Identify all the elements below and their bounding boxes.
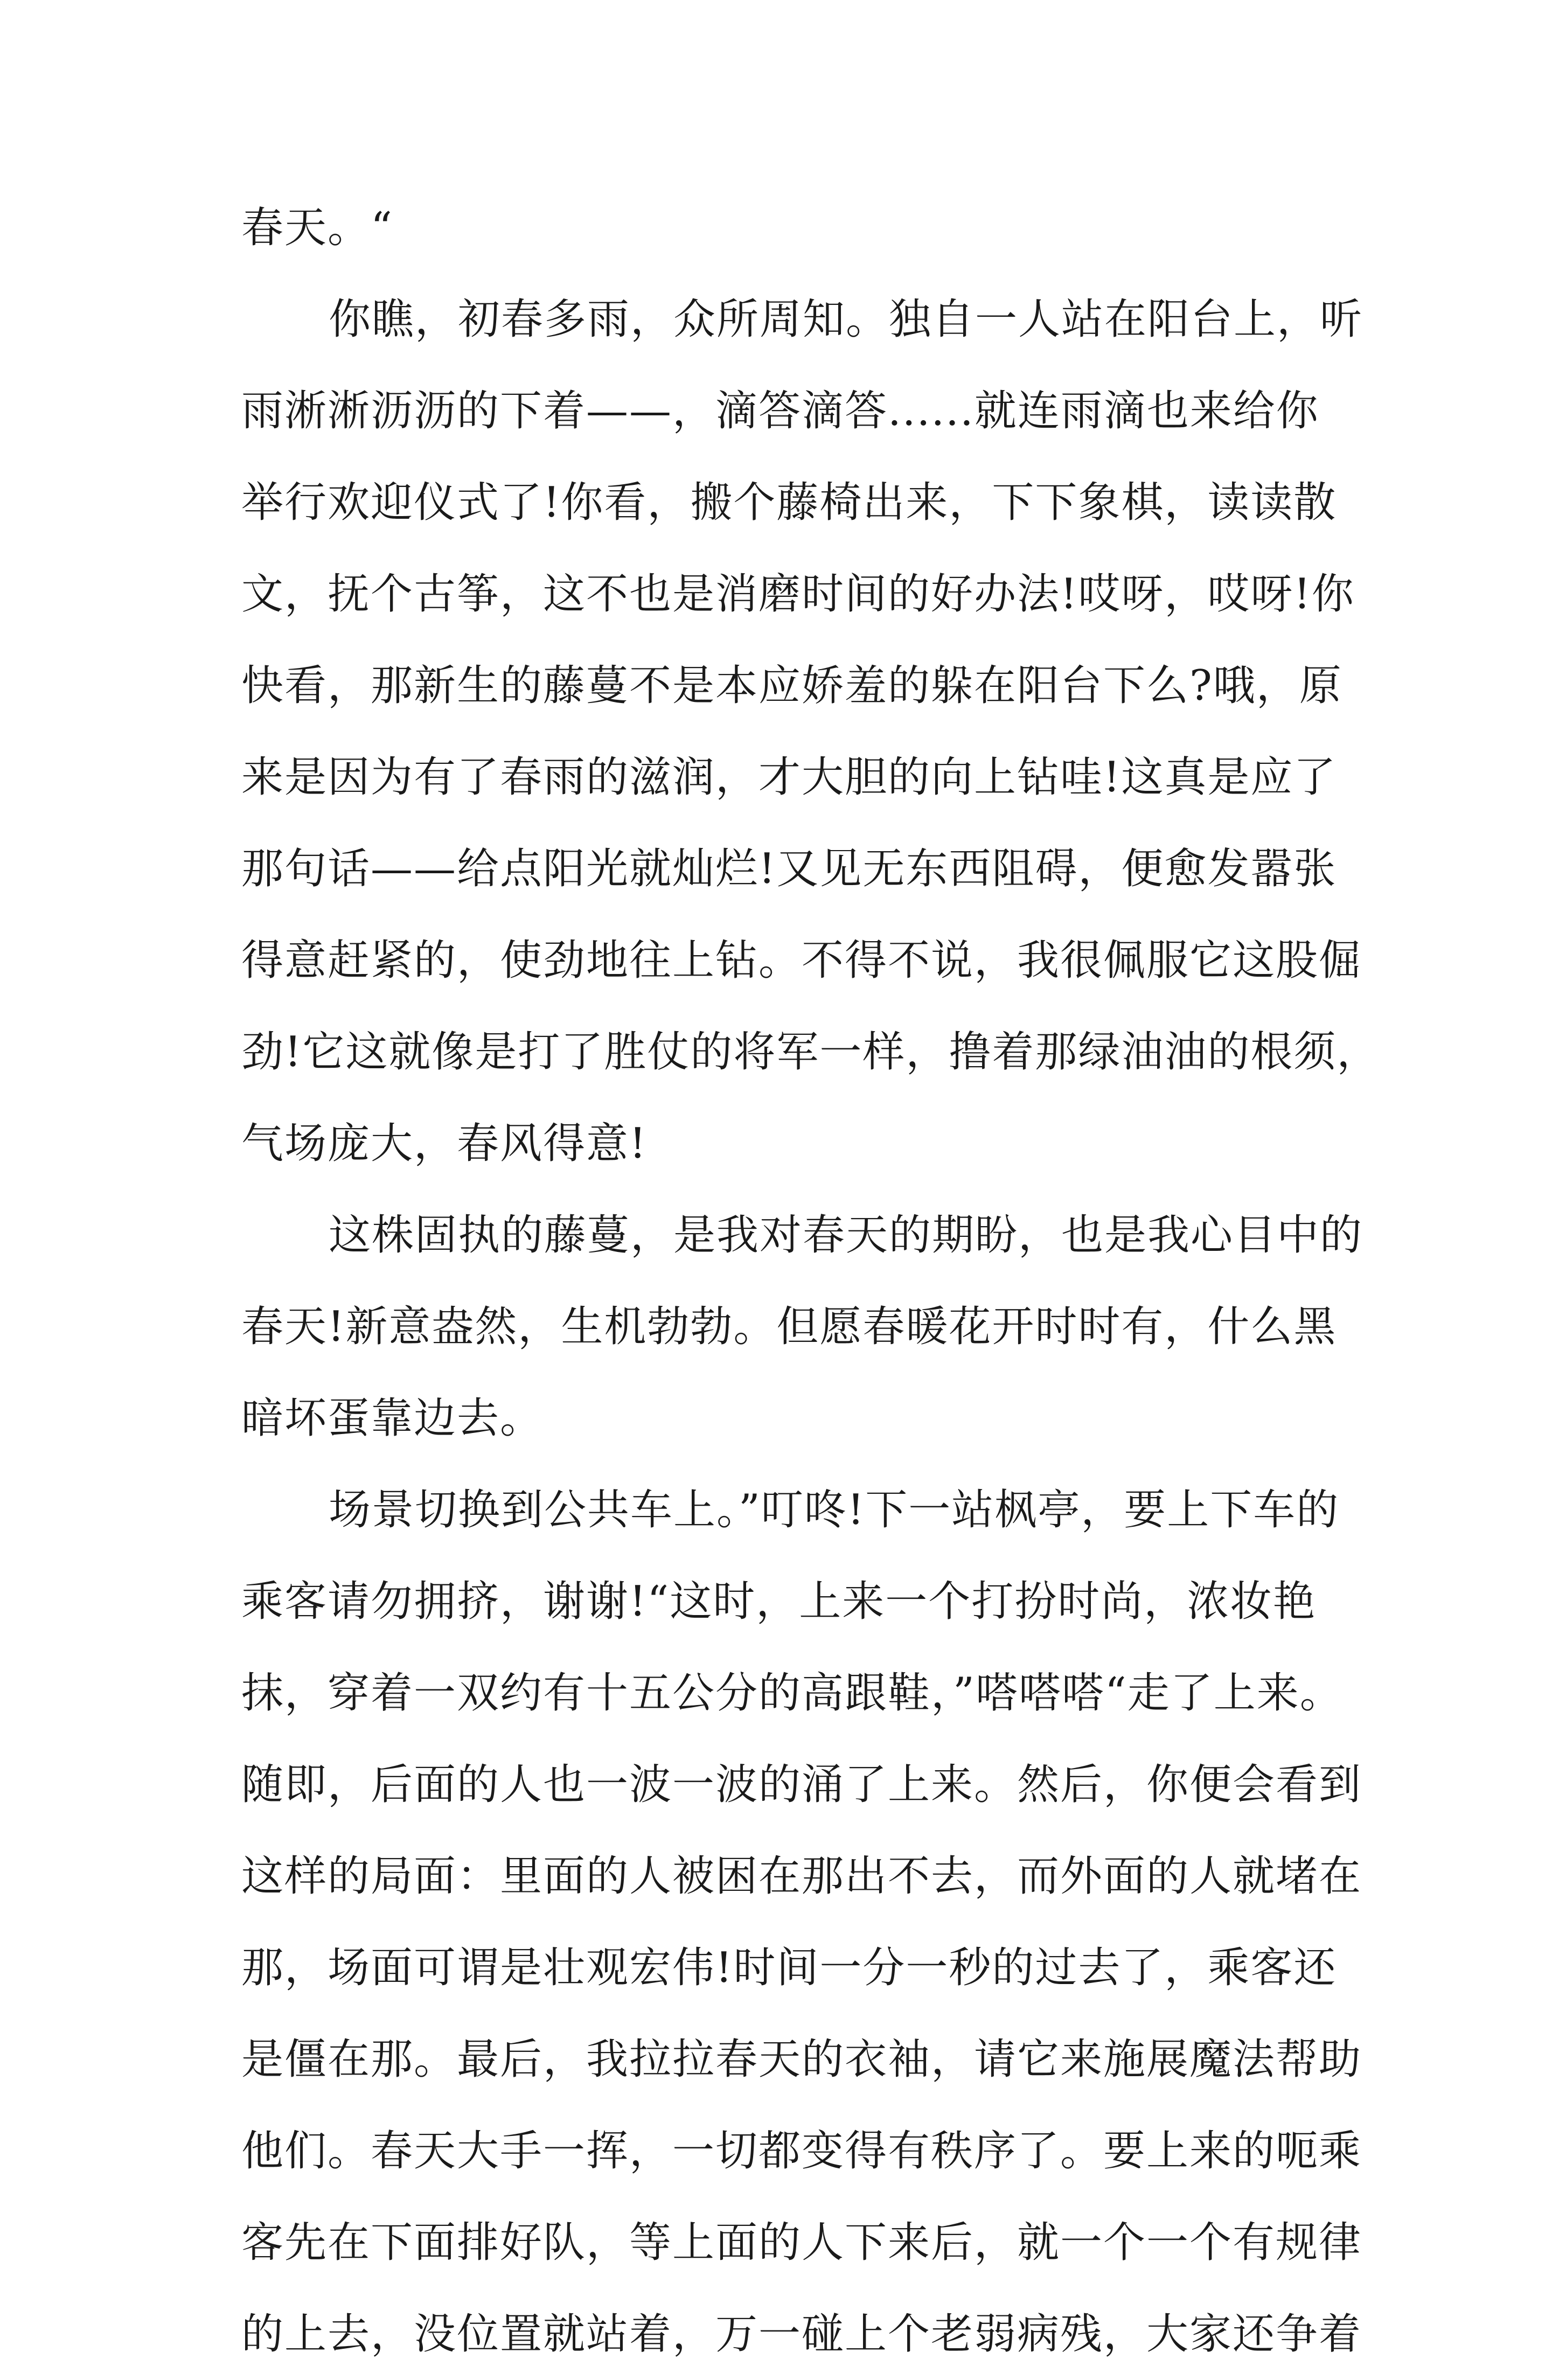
paragraph-start-line: 这株固执的藤蔓，是我对春天的期盼，也是我心目中的 — [329, 1211, 1363, 1259]
text-line: 客先在下面排好队，等上面的人下来后，就一个一个有规律 — [241, 2218, 1362, 2267]
text-line: 那句话——给点阳光就灿烂!又见无东西阻碍，便愈发嚣张 — [241, 845, 1337, 893]
text-line: 暗坏蛋靠边去。 — [241, 1394, 544, 1443]
text-line: 快看，那新生的藤蔓不是本应娇羞的躲在阳台下么?哦，原 — [241, 662, 1342, 710]
text-line: 是僵在那。最后，我拉拉春天的衣袖，请它来施展魔法帮助 — [241, 2035, 1362, 2084]
text-line: 来是因为有了春雨的滋润，才大胆的向上钻哇!这真是应了 — [241, 753, 1337, 802]
text-line: 这样的局面：里面的人被困在那出不去，而外面的人就堵在 — [241, 1852, 1362, 1901]
text-line: 春天。“ — [241, 204, 393, 252]
text-line: 的上去，没位置就站着，万一碰上个老弱病残，大家还争着 — [241, 2310, 1362, 2358]
text-line: 那，场面可谓是壮观宏伟!时间一分一秒的过去了，乘客还 — [241, 1944, 1337, 1992]
text-line: 举行欢迎仪式了!你看，搬个藤椅出来，下下象棋，读读散 — [241, 478, 1337, 527]
text-line: 雨淅淅沥沥的下着——，滴答滴答......就连雨滴也来给你 — [241, 387, 1319, 435]
text-line: 春天!新意盎然，生机勃勃。但愿春暖花开时时有，什么黑 — [241, 1303, 1337, 1351]
text-line: 文，抚个古筝，这不也是消磨时间的好办法!哎呀，哎呀!你 — [241, 570, 1355, 618]
article-body — [241, 182, 1380, 2380]
text-line: 乘客请勿拥挤，谢谢!“这时，上来一个打扮时尚，浓妆艳 — [241, 1577, 1317, 1626]
paragraph-start-line: 场景切换到公共车上。”叮咚!下一站枫亭，要上下车的 — [329, 1486, 1340, 1534]
text-line: 随即，后面的人也一波一波的涌了上来。然后，你便会看到 — [241, 1760, 1362, 1809]
text-line: 得意赶紧的，使劲地往上钻。不得不说，我很佩服它这股倔 — [241, 936, 1362, 985]
text-line: 气场庞大，春风得意! — [241, 1119, 648, 1168]
text-line: 劲!它这就像是打了胜仗的将军一样，撸着那绿油油的根须， — [241, 1028, 1380, 1076]
text-line: 他们。春天大手一挥，一切都变得有秩序了。要上来的呃乘 — [241, 2127, 1362, 2175]
text-line: 抹，穿着一双约有十五公分的高跟鞋，”嗒嗒嗒“走了上来。 — [241, 1669, 1343, 1717]
paragraph-start-line: 你瞧，初春多雨，众所周知。独自一人站在阳台上，听 — [329, 295, 1363, 344]
